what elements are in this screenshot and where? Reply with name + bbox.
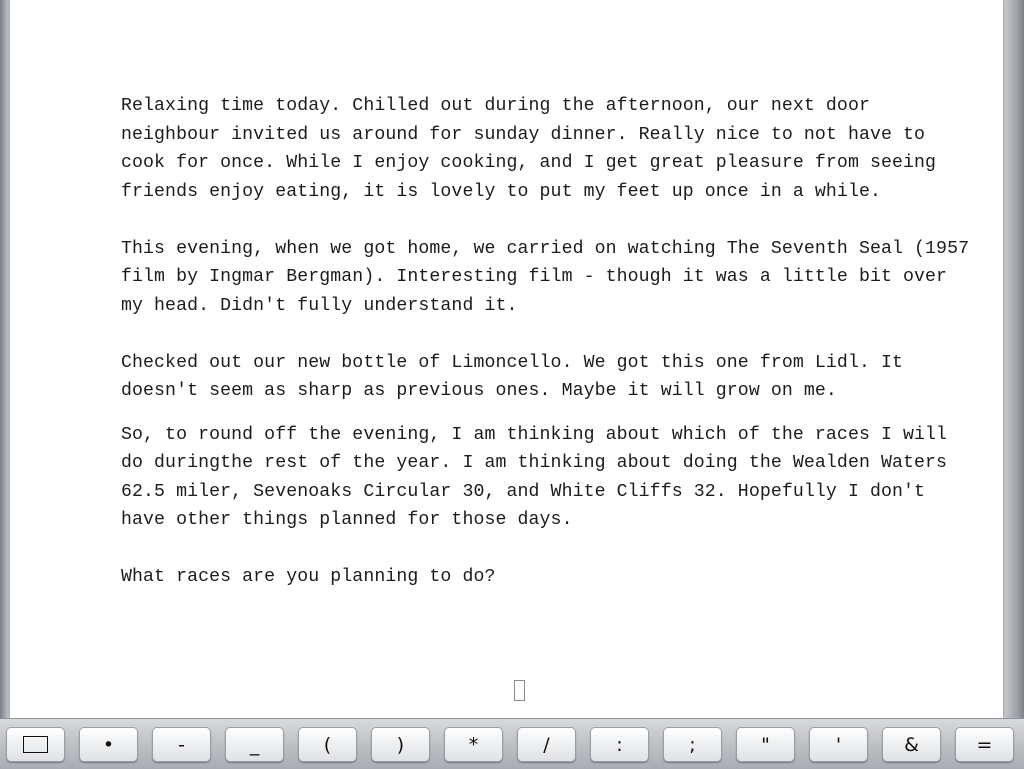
key-slash[interactable]: / — [517, 727, 576, 762]
key-asterisk[interactable]: * — [444, 727, 503, 762]
key-box[interactable] — [6, 727, 65, 762]
document-text[interactable] — [121, 92, 971, 592]
paragraph-5: What races are you planning to do? — [121, 567, 496, 587]
paragraph-4: So, to round off the evening, I am thinking about which of the races I will do duringthe rest of the year. I am thinking about doing the Wealden Waters 62.5 miler, Sevenoaks Circular 30, and White Cliffs 32. Hopefully I don't have other things planned for those days. — [121, 424, 948, 530]
paragraph-2: This evening, when we got home, we carried on watching The Seventh Seal (1957 film by Ingmar Bergman). Interesting film - though it was a little bit over my head. Didn't fully understand it. — [121, 238, 970, 316]
paragraph-spacer — [121, 535, 971, 564]
key-semicolon[interactable]: ; — [663, 727, 722, 762]
key-double-quote[interactable]: " — [736, 727, 795, 762]
paragraph-spacer — [121, 406, 971, 421]
keyboard-accessory-bar — [0, 718, 1024, 769]
key-underscore[interactable]: _ — [225, 727, 284, 762]
box-icon — [23, 736, 48, 753]
paragraph-3: Checked out our new bottle of Limoncello. We got this one from Lidl. It doesn't seem as sharp as previous ones. Maybe it will grow on me. — [121, 352, 904, 401]
key-equals[interactable]: = — [955, 727, 1014, 762]
key-apostrophe[interactable]: ' — [809, 727, 868, 762]
document-page[interactable] — [10, 0, 1003, 718]
key-hyphen[interactable]: - — [152, 727, 211, 762]
key-ampersand[interactable]: & — [882, 727, 941, 762]
paragraph-spacer — [121, 206, 971, 235]
key-bullet[interactable]: • — [79, 727, 138, 762]
key-close-paren[interactable]: ) — [371, 727, 430, 762]
key-colon[interactable]: : — [590, 727, 649, 762]
paragraph-spacer — [121, 320, 971, 349]
key-open-paren[interactable]: ( — [298, 727, 357, 762]
paragraph-1: Relaxing time today. Chilled out during the afternoon, our next door neighbour invited us around for sunday dinner. Really nice to not have to cook for once. While I enjoy cooking, and I get great pleasure from seeing friends enjoy eating, it is lovely to put my feet up once in a while. — [121, 96, 937, 202]
text-cursor — [514, 680, 525, 701]
